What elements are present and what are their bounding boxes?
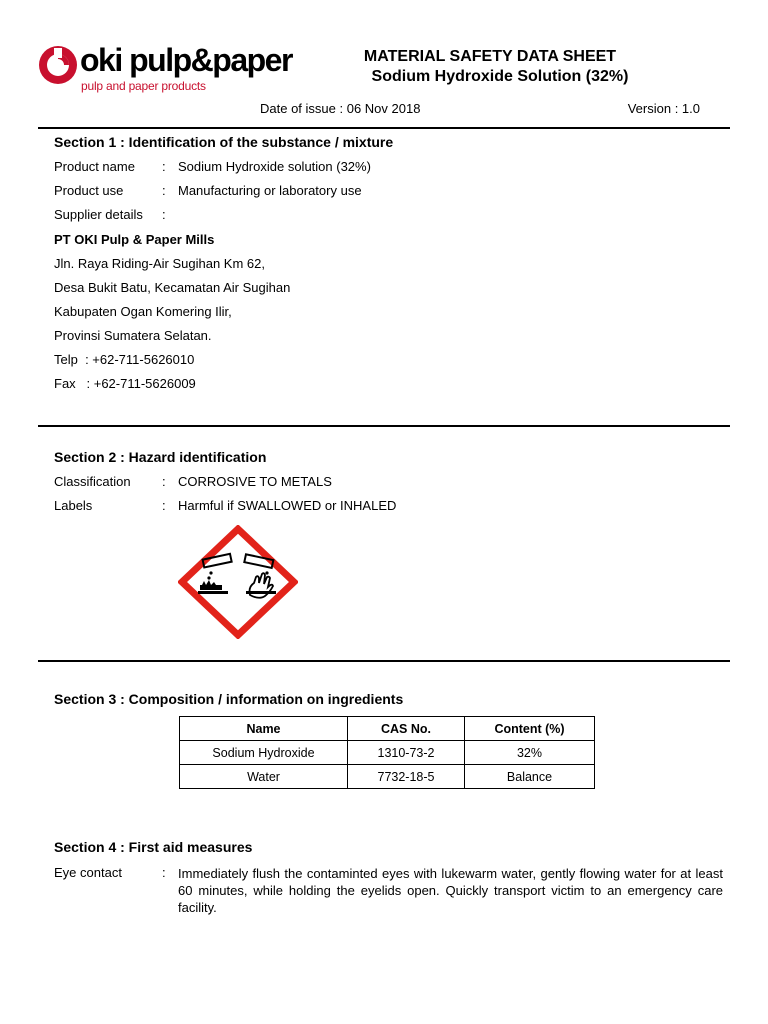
telephone: Telp : +62-711-5626010 <box>54 352 195 367</box>
field-label: Product use <box>54 183 124 198</box>
table-row <box>180 765 595 789</box>
field-label: Supplier details <box>54 207 143 222</box>
version-label: Version : 1.0 <box>627 101 700 116</box>
field-label: Classification <box>54 474 131 489</box>
document-title: MATERIAL SAFETY DATA SHEET <box>363 48 617 65</box>
table-cell: Sodium Hydroxide <box>180 741 348 765</box>
table-cell: 32% <box>465 741 595 765</box>
column-header: Content (%) <box>465 717 595 741</box>
section-divider <box>38 425 730 427</box>
eye-contact-text: Immediately flush the contaminted eyes with lukewarm water, gently flowing water for at least 60 minutes, while holding the eyelids open. Quickly transport victim to an emergency care facility. <box>178 866 723 915</box>
field-colon: : <box>162 474 166 489</box>
composition-table <box>179 716 595 789</box>
product-name-row <box>54 159 371 174</box>
table-cell: 7732-18-5 <box>348 765 465 789</box>
supplier-details-row <box>54 207 178 222</box>
address-line: Desa Bukit Batu, Kecamatan Air Sugihan <box>54 280 291 295</box>
field-colon: : <box>162 159 166 174</box>
corrosion-ghs-icon <box>178 525 298 639</box>
table-cell: Balance <box>465 765 595 789</box>
field-value: CORROSIVE TO METALS <box>178 474 332 489</box>
column-header: Name <box>180 717 348 741</box>
table-header-row <box>180 717 595 741</box>
field-value: Harmful if SWALLOWED or INHALED <box>178 498 397 513</box>
document-subtitle: Sodium Hydroxide Solution (32%) <box>371 68 629 85</box>
field-label: Labels <box>54 498 93 513</box>
field-colon: : <box>162 498 166 513</box>
field-colon: : <box>162 865 166 880</box>
fax: Fax : +62-711-5626009 <box>54 376 196 391</box>
logo-tagline: pulp and paper products <box>81 79 206 93</box>
supplier-name: PT OKI Pulp & Paper Mills <box>54 232 215 247</box>
column-header: CAS No. <box>348 717 465 741</box>
labels-row <box>54 498 396 513</box>
product-use-row <box>54 183 362 198</box>
field-colon: : <box>162 207 166 222</box>
logo-text: oki pulp&paper <box>80 42 292 78</box>
section1-title: Section 1 : Identification of the substance / mixture <box>54 134 394 150</box>
address-line: Provinsi Sumatera Selatan. <box>54 328 212 343</box>
section-divider <box>38 127 730 129</box>
section-divider <box>38 660 730 662</box>
table-row <box>180 741 595 765</box>
field-colon: : <box>162 183 166 198</box>
eye-contact-label: Eye contact <box>54 865 122 880</box>
section4-title: Section 4 : First aid measures <box>54 839 253 855</box>
section2-title: Section 2 : Hazard identification <box>54 449 267 465</box>
field-value: Manufacturing or laboratory use <box>178 183 362 198</box>
classification-row <box>54 474 332 489</box>
field-label: Product name <box>54 159 135 174</box>
section3-title: Section 3 : Composition / information on ingredients <box>54 691 404 707</box>
address-line: Jln. Raya Riding-Air Sugihan Km 62, <box>54 256 265 271</box>
table-cell: Water <box>180 765 348 789</box>
issue-date: Date of issue : 06 Nov 2018 <box>260 101 421 116</box>
table-cell: 1310-73-2 <box>348 741 465 765</box>
field-value: Sodium Hydroxide solution (32%) <box>178 159 371 174</box>
address-line: Kabupaten Ogan Komering Ilir, <box>54 304 232 319</box>
